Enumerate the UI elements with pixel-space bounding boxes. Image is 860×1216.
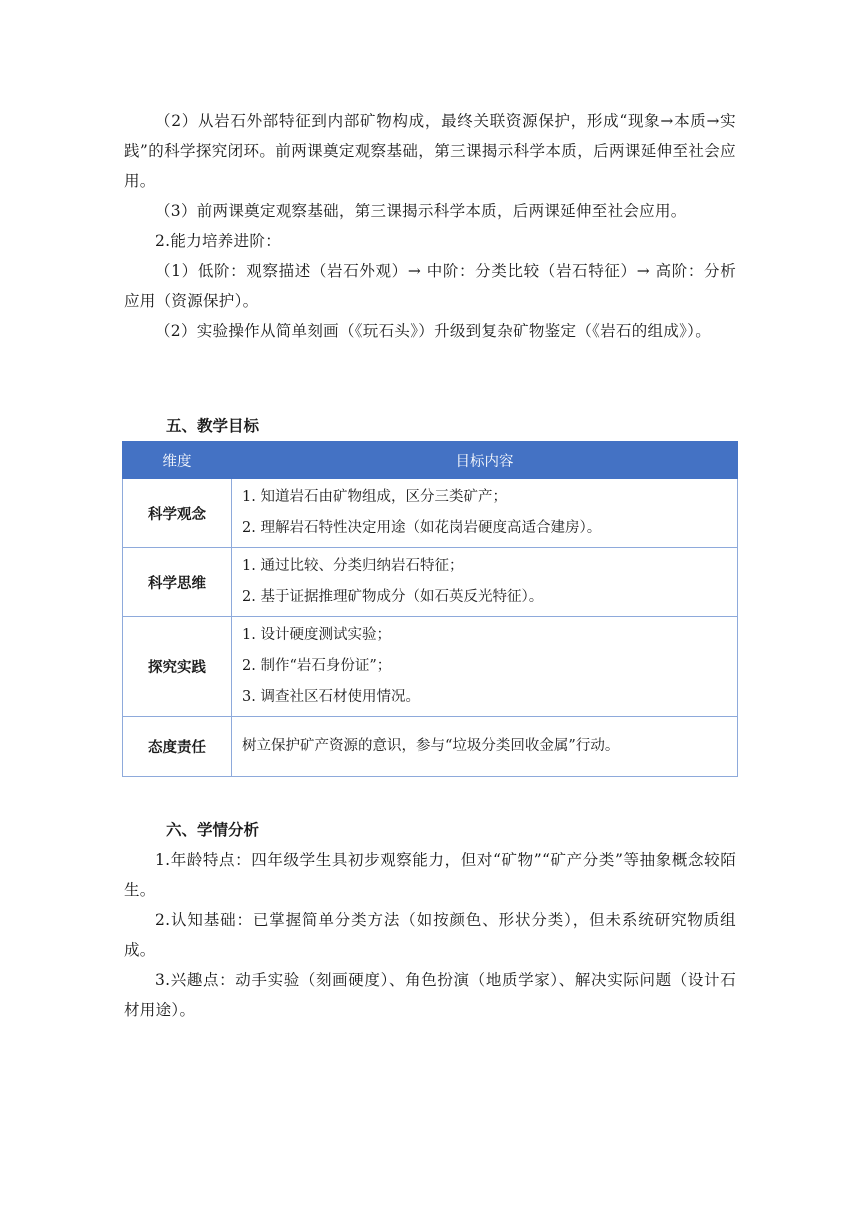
analysis-paragraph: 2.认知基础：已掌握简单分类方法（如按颜色、形状分类），但未系统研究物质组成。 — [124, 911, 736, 959]
dimension-cell: 科学观念 — [123, 479, 232, 548]
dimension-cell: 科学思维 — [123, 548, 232, 617]
dimension-cell: 探究实践 — [123, 617, 232, 717]
spacer — [124, 777, 736, 815]
content-cell — [232, 548, 738, 617]
intro-paragraph: （2）实验操作从简单刻画（《玩石头》）升级到复杂矿物鉴定（《岩石的组成》）。 — [155, 322, 712, 340]
table-row — [123, 548, 738, 617]
goal-item: 2. 制作“岩石身份证”； — [242, 658, 392, 674]
content-cell — [232, 617, 738, 717]
goal-item: 2. 基于证据推理矿物成分（如石英反光特征）。 — [242, 589, 544, 605]
intro-paragraph: （3）前两课奠定观察基础，第三课揭示科学本质，后两课延伸至社会应用。 — [155, 202, 687, 220]
section-heading-goals: 五、教学目标 — [166, 417, 260, 435]
table-row — [123, 479, 738, 548]
table-header-content: 目标内容 — [232, 442, 738, 479]
goal-item: 1. 知道岩石由矿物组成，区分三类矿产； — [242, 489, 507, 505]
analysis-paragraph: 1.年龄特点：四年级学生具初步观察能力，但对“矿物”“矿产分类”等抽象概念较陌生。 — [124, 851, 736, 899]
spacer — [124, 346, 736, 411]
intro-paragraph: （1）低阶：观察描述（岩石外观）→ 中阶：分类比较（岩石特征）→ 高阶：分析应用（资源保护）。 — [124, 262, 736, 310]
content-cell — [232, 479, 738, 548]
table-header-row — [123, 442, 738, 479]
goal-item: 2. 理解岩石特性决定用途（如花岗岩硬度高适合建房）。 — [242, 520, 602, 536]
analysis-paragraph: 3.兴趣点：动手实验（刻画硬度）、角色扮演（地质学家）、解决实际问题（设计石材用途）。 — [124, 971, 736, 1019]
content-cell — [232, 717, 738, 777]
goal-item: 1. 设计硬度测试实验； — [242, 627, 391, 643]
goal-item: 3. 调查社区石材使用情况。 — [242, 689, 420, 705]
goal-item: 1. 通过比较、分类归纳岩石特征； — [242, 558, 464, 574]
dimension-cell: 态度责任 — [123, 717, 232, 777]
table-row — [123, 617, 738, 717]
goals-table — [122, 441, 738, 777]
section-heading-analysis: 六、学情分析 — [166, 821, 260, 839]
intro-paragraph: 2.能力培养进阶： — [155, 232, 281, 250]
goal-item: 树立保护矿产资源的意识，参与“垃圾分类回收金属”行动。 — [242, 738, 620, 754]
intro-paragraph: （2）从岩石外部特征到内部矿物构成，最终关联资源保护，形成“现象→本质→实践”的科学探究闭环。前两课奠定观察基础，第三课揭示科学本质，后两课延伸至社会应用。 — [124, 112, 736, 190]
page-content — [124, 106, 736, 1025]
table-header-dimension: 维度 — [123, 442, 232, 479]
table-row — [123, 717, 738, 777]
